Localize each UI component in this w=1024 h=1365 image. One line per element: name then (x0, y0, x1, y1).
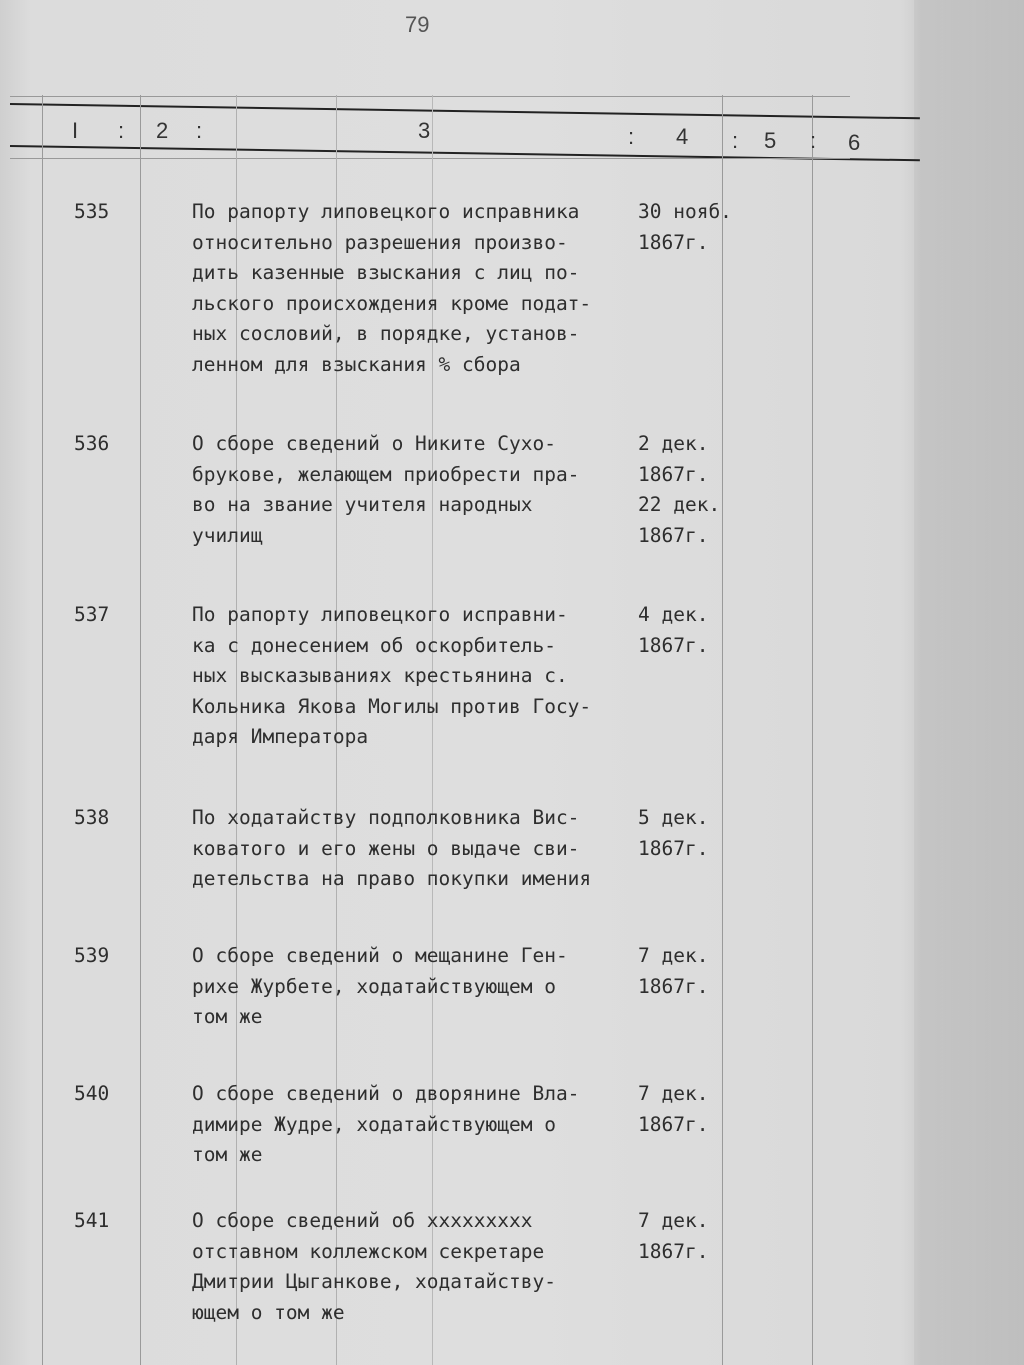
page-number: 79 (405, 12, 430, 37)
header-col-6: 6 (848, 130, 861, 155)
page-edge-shadow (914, 0, 1024, 1365)
entry-date: 30 нояб. 1867г. (638, 200, 732, 254)
header-col-2: 2 (156, 118, 169, 143)
entry-number: 538 (74, 806, 110, 829)
header-bottom-faint-rule (10, 158, 850, 159)
header-col-1: I (72, 118, 79, 143)
column-rule-2 (140, 95, 141, 1365)
entry-date: 4 дек. 1867г. (638, 603, 709, 657)
header-sep: : (196, 118, 203, 143)
column-rule-1 (42, 95, 43, 1365)
entry-number: 541 (74, 1209, 110, 1232)
entry-title: О сборе сведений о дворянине Вла- димире Жудре, ходатайствующем о том же (192, 1082, 580, 1166)
entry-title: По рапорту липовецкого исправни- ка с донесением об оскорбитель- ных высказываниях крестьянина с. Кольника Якова Могилы против Госу- даря Императора (192, 603, 592, 748)
header-sep: : (118, 118, 125, 143)
column-rule-6 (722, 95, 723, 1365)
entry-title: По ходатайству подполковника Вис- коватого и его жены о выдаче сви- детельства на право покупки имения (192, 806, 592, 890)
entry-title: По рапорту липовецкого исправника относительно разрешения произво- дить казенные взыскания с лиц по- льского происхождения кроме подат- ных сословий, в порядке, установ- ленном для взыскания % сбора (192, 200, 592, 376)
entry-number: 537 (74, 603, 110, 626)
header-col-3: 3 (418, 118, 431, 143)
entry-title: О сборе сведений о Никите Сухо- брукове, желающем приобрести пра- во на звание учителя народных училищ (192, 432, 580, 547)
header-top-rule (10, 103, 920, 119)
entry-number: 539 (74, 944, 110, 967)
header-sep: : (810, 128, 817, 153)
column-rule-7 (812, 95, 813, 1365)
header-col-5: 5 (764, 128, 777, 153)
entry-title: О сборе сведений о мещанине Ген- рихе Журбете, ходатайствующем о том же (192, 944, 568, 1028)
entry-date: 7 дек. 1867г. (638, 1082, 709, 1136)
entry-title: О сборе сведений об ххххххххх отставном коллежском секретаре Дмитрии Цыганкове, ходатайству- ющем о том же (192, 1209, 556, 1324)
entry-date: 7 дек. 1867г. (638, 944, 709, 998)
entry-number: 540 (74, 1082, 110, 1105)
header-sep: : (628, 124, 635, 149)
entry-date: 2 дек. 1867г. 22 дек. 1867г. (638, 432, 721, 547)
header-top-faint-rule (10, 96, 850, 97)
entry-number: 536 (74, 432, 110, 455)
header-sep: : (732, 128, 739, 153)
entry-date: 5 дек. 1867г. (638, 806, 709, 860)
header-col-4: 4 (676, 124, 689, 149)
entry-number: 535 (74, 200, 110, 223)
entry-date: 7 дек. 1867г. (638, 1209, 709, 1263)
